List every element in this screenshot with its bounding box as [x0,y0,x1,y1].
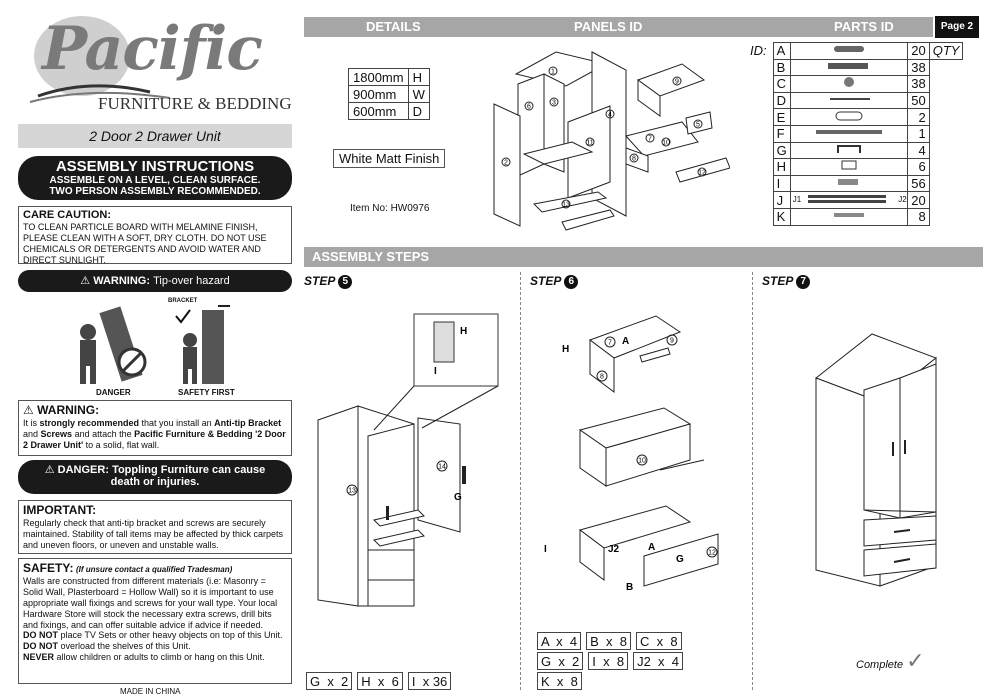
table-row: D 50 [747,92,963,109]
step6-panel-10: 10 [638,457,646,465]
page-number: Page 2 [935,16,979,38]
warning-triangle-icon: ⚠ [23,403,34,417]
table-row: F 1 [747,125,963,142]
safety-title: SAFETY: [23,561,74,575]
brand-name: Pacific [42,14,262,84]
count-badge: I x 36 [408,672,451,690]
complete-label [856,648,925,674]
step-divider [520,272,521,690]
important-text: Regularly check that anti-tip bracket and screws are securely maintained. Stability of tall items may be affected by thick carpets and uneven floors, or uneven and unstable walls. [23,517,283,550]
care-text: TO CLEAN PARTICLE BOARD WITH MELAMINE FINISH, PLEASE CLEAN WITH A SOFT, DRY CLOTH. DO NOT USE CHEMICALS OR DETERGENTS AND AVOID WATER AND DIRECT SUNLIGHT. [23,222,267,266]
count-badge: I x 8 [588,652,628,670]
danger-rest2: death or injuries. [110,476,200,488]
step-7-number: 7 [796,275,810,289]
step6-letter-b: B [626,582,634,593]
parts-qty-label: QTY [929,43,963,60]
bracket-label: BRACKET [168,298,198,304]
step-6-label: STEP 6 [530,274,578,289]
panel-number-11: 11 [586,139,594,147]
step-5-diagram [314,310,514,610]
step5-letter-h: H [460,326,468,337]
part-g-icon [790,142,907,159]
step-6-counts-row3 [537,672,582,690]
part-b-icon [790,59,907,76]
panels-exploded-diagram [486,44,730,244]
step-divider [752,272,753,690]
count-badge: G x 2 [306,672,352,690]
warning2-title: WARNING: [37,403,100,417]
step-6-counts-row2 [537,652,683,670]
parts-table [747,42,963,226]
assembly-steps-title: ASSEMBLY STEPS [312,249,430,264]
step6-letter-j2: J2 [608,544,620,555]
complete-text: Complete [856,659,904,671]
checkmark-icon: ✓ [906,648,925,673]
count-badge: G x 2 [537,652,583,670]
table-row: E 2 [747,109,963,126]
table-row: G 4 [747,142,963,159]
assembly-instructions-banner [18,156,292,200]
tipover-warning-banner [18,270,292,292]
safety-dont-3: NEVER allow children or adults to climb or hang on this Unit. [23,652,265,663]
danger-label: DANGER [96,388,131,397]
count-badge: J2 x 4 [633,652,683,670]
step-6-diagram [540,300,750,600]
step5-panel-14: 14 [438,463,446,471]
table-row: J J1 J2 20 [747,192,963,209]
safety-first-label: SAFETY FIRST [178,388,235,397]
step6-letter-a2: A [648,542,656,553]
part-k-icon [790,208,907,225]
count-badge: H x 6 [357,672,403,690]
safety-figure-icon [176,306,230,384]
step5-letter-i: I [434,366,437,377]
warning-triangle-icon: ⚠ [80,275,91,287]
step-5-number: 5 [338,275,352,289]
step6-letter-g: G [676,554,684,565]
step6-letter-a: A [622,336,630,347]
step6-panel-9: 9 [670,337,674,345]
step-6-number: 6 [564,275,578,289]
assembly-line1: ASSEMBLE ON A LEVEL, CLEAN SURFACE. [49,175,261,186]
step5-panel-13: 13 [348,487,356,495]
table-row: B 38 [747,59,963,76]
table-row: H 6 [747,159,963,176]
made-in-label: MADE IN CHINA [120,687,181,696]
step-6-counts-row1 [537,632,682,650]
safety-dont-2: DO NOT overload the shelves of this Unit. [23,641,191,652]
brand-tagline: FURNITURE & BEDDING [98,94,292,113]
product-title-bar [18,124,292,148]
panel-number-9: 9 [675,78,679,86]
step6-panel-12: 12 [708,549,716,557]
step-5-counts [306,672,451,690]
panel-number-6: 6 [527,103,531,111]
tipover-illustration [18,294,292,398]
count-badge: C x 8 [636,632,682,650]
tipover-warning-bold: WARNING: [93,275,151,287]
part-i-icon [790,175,907,192]
panel-number-4: 4 [608,111,612,119]
part-j1-label: J1 [792,195,802,205]
panel-number-12: 12 [698,169,706,177]
step6-letter-i: I [544,544,547,555]
finish-label: White Matt Finish [333,149,445,168]
safety-box [18,558,292,684]
assembly-line2: TWO PERSON ASSEMBLY RECOMMENDED. [49,186,261,197]
danger-bold: DANGER: [57,464,109,476]
assembly-steps-bar [304,247,983,267]
header-parts: PARTS ID [834,19,894,34]
table-row: I 56 [747,175,963,192]
care-title: CARE CAUTION: [23,209,111,221]
care-caution-box [18,206,292,264]
header-details: DETAILS [366,19,421,34]
danger-rest1: Toppling Furniture can cause [112,464,266,476]
part-c-icon [790,76,907,93]
warning2-text: It is strongly recommended that you install an Anti-tip Bracket and Screws and attach the Pacific Furniture & Bedding '2 Door 2 Drawer Unit' to a solid, flat wall. [23,417,286,450]
panel-number-7: 7 [648,135,652,143]
count-badge: K x 8 [537,672,582,690]
panel-number-1: 1 [551,68,555,76]
safety-subtitle: (If unsure contact a qualified Tradesman) [75,565,233,574]
safety-dont-1: DO NOT place TV Sets or other heavy objects on top of this Unit. [23,630,283,641]
warning-triangle-icon: ⚠ [44,464,55,476]
table-row: 900mm W [349,86,430,103]
step-7-label: STEP 7 [762,274,810,289]
table-row: ID: A 20 QTY [747,43,963,60]
table-row: 600mm D [349,103,430,120]
important-box [18,500,292,554]
safety-text: Walls are constructed from different materials (i.e: Masonry = Solid Wall, Plasterboard = Hollow Wall) so it is important to use appropriate wall fixings and screws for your wall type. Your local Hardware Store will stock the necessary extra screws, drill bits and fixings, and can offer suitable advice if advice if needed. [23,575,278,630]
panel-number-2: 2 [504,159,508,167]
count-badge: A x 4 [537,632,581,650]
panel-number-8: 8 [632,155,636,163]
step6-panel-8: 8 [600,373,604,381]
part-j-icon [790,192,907,209]
brand-logo [20,8,295,116]
part-j2-label: J2 [898,195,907,205]
table-row: 1800mm H [349,69,430,86]
table-row: C 38 [747,76,963,93]
panel-number-3: 3 [552,99,556,107]
table-row: K 8 [747,208,963,225]
danger-figure-icon [80,306,145,384]
part-e-icon [790,109,907,126]
completed-unit-diagram [812,330,942,594]
panel-number-13: 13 [562,201,570,209]
part-h-icon [790,159,907,176]
anti-tip-warning-box [18,400,292,456]
step6-panel-7: 7 [608,339,612,347]
part-f-icon [790,125,907,142]
assembly-title: ASSEMBLY INSTRUCTIONS [55,158,255,175]
important-title: IMPORTANT: [23,503,97,517]
panel-number-10: 10 [662,139,670,147]
tipover-warning-rest: Tip-over hazard [153,275,230,287]
part-d-icon [790,92,907,109]
step6-letter-h: H [562,344,570,355]
step5-letter-g: G [454,492,462,503]
danger-banner [18,460,292,494]
parts-id-label: ID: [750,43,767,59]
panel-number-5: 5 [696,121,700,129]
header-panels: PANELS ID [574,19,643,34]
product-name: 2 Door 2 Drawer Unit [89,128,221,144]
count-badge: B x 8 [586,632,631,650]
step-5-label: STEP 5 [304,274,352,289]
item-number: Item No: HW0976 [350,203,430,214]
dimensions-table [348,68,430,120]
part-a-icon [790,43,907,60]
